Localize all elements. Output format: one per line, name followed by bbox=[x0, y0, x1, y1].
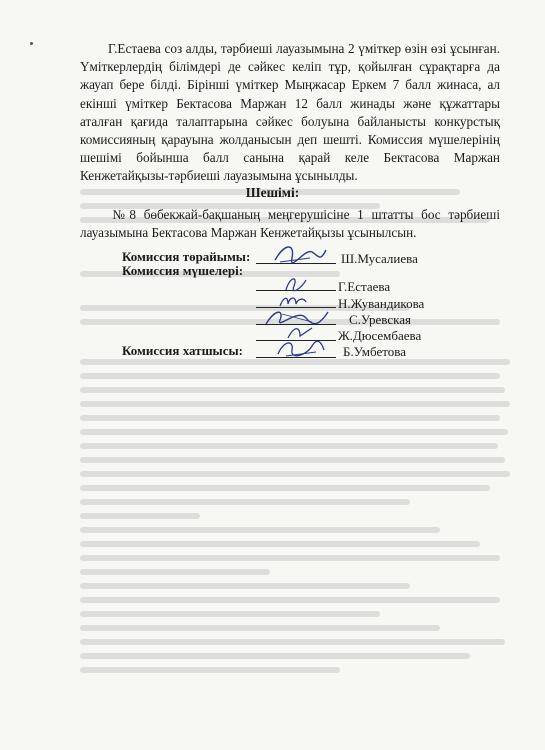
member-3-name: С.Уревская bbox=[349, 312, 411, 327]
chair-label: Комиссия төрайымы: bbox=[122, 249, 251, 264]
member-2-name: Н.Жувандикова bbox=[338, 296, 425, 311]
decision-text-content: №8 бөбекжай-бақшаның меңгерушісіне 1 штатты бос тәрбиеші лауазымына Бектасова Маржан Кенжетайқызы ұсынылсын. bbox=[80, 207, 500, 241]
decision-heading: Шешімі: bbox=[245, 185, 300, 200]
members-label: Комиссия мүшелері: bbox=[122, 263, 244, 278]
secretary-label: Комиссия хатшысы: bbox=[122, 343, 243, 358]
member-1-name: Г.Естаева bbox=[338, 279, 391, 294]
secretary-name: Б.Умбетова bbox=[343, 344, 406, 359]
decision-text bbox=[80, 206, 500, 242]
scan-dot bbox=[30, 42, 33, 45]
paragraph-text: Г.Естаева соз алды, тәрбиеші лауазымына 2 үміткер өзін өзі ұсынған. Үміткерлердің білімдері де сәйкес келіп тұр, қойылған сұрақтарға да жауап бере білді. Бірінші үміткер Мыңжасар Еркем 7 балл жинаса, ал екінші үміткер Бектасова Маржан 12 балл жинады және құжаттары аталған қағида талаптарына сәйкес болуына байланысты конкурстық комиссияның қарауына жолданысын деп шешті. Комиссия мүшелерінің шешімі бойынша балл санына қарай келе Бектасова Маржан Кенжетайқызы-тәрбиеші лауазымына ұсынылды. bbox=[80, 41, 500, 184]
member-4-name: Ж.Дюсембаева bbox=[338, 328, 422, 343]
chair-signature-mark bbox=[270, 238, 330, 268]
chair-name: Ш.Мусалиева bbox=[341, 251, 418, 266]
secretary-signature-mark bbox=[272, 336, 328, 360]
decision-paragraph bbox=[80, 40, 500, 186]
